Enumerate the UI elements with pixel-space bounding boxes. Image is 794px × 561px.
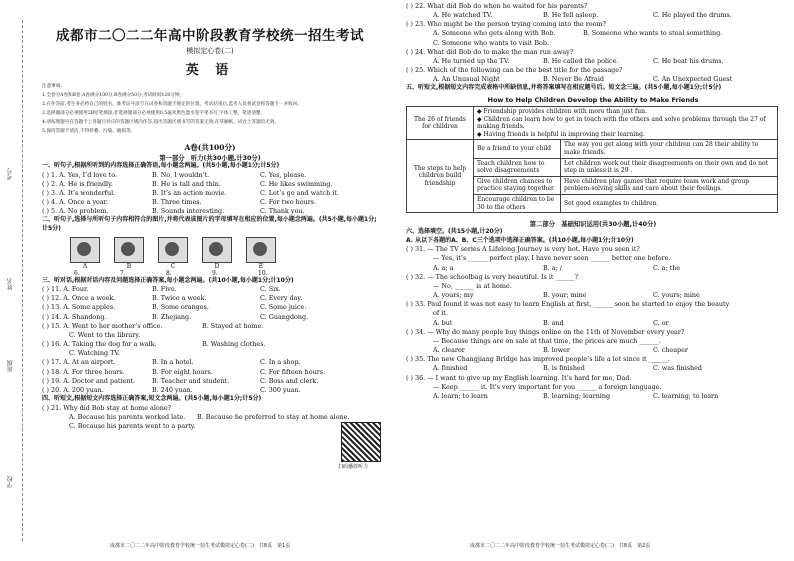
question-row: ( ) 3. A. It’s wonderful. B. It’s an action movie. C. Let’s go and watch it.	[42, 188, 339, 197]
table-title: How to Help Children Develop the Ability to Make Friends	[487, 96, 699, 104]
question-row: ( ) 5. A. No problem. B. Sounds interesting. C. Thank you.	[42, 207, 305, 216]
question-line: — Yes, it’s ______ perfect play. I have never seen ______ better one before.	[433, 254, 671, 263]
question-24: ( ) 24. What did Bob do to make the man run away?	[406, 47, 574, 56]
option-line: A. clearer B. lower C. cheaper	[433, 346, 688, 355]
q6-heading: 六、选择填空。(共15小题,计20分)	[406, 228, 503, 236]
question-23: ( ) 23. Who might be the person trying coming into the room?	[406, 20, 606, 29]
question-line: — Because things are on sale at that time, the prices are much ______.	[433, 336, 661, 345]
q1-list	[42, 171, 378, 217]
option-line: A. He watched TV. B. He fell asleep. C. He played the drums.	[433, 11, 732, 20]
question-row: ( ) 12. A. Once a week. B. Twice a week. C. Every day.	[42, 294, 303, 303]
picture-d	[202, 237, 232, 263]
question-31: ( ) 31. — The TV series A Lifelong Journey is very hot. Have you seen it?	[406, 245, 640, 254]
question-34: ( ) 34. — Why do many people buy things online on the 11th of November every year?	[406, 327, 685, 336]
left-page	[0, 0, 386, 561]
question-row: ( ) 20. A. 200 yuan. B. 240 yuan. C. 300 yuan.	[42, 385, 301, 394]
table-cell: Encourage children to be 30 to the others	[474, 194, 561, 212]
question-row: ( ) 19. A. Doctor and patient. B. Teacher and student. C. Boss and clerk.	[42, 376, 319, 385]
picture-e	[246, 237, 276, 263]
question-33: ( ) 33. Paul found it was not easy to learn English at first, ______ soon he started to enjoy the beauty	[406, 300, 730, 309]
option-line: A. a; a B. a; / C. a; the	[433, 263, 681, 272]
section-a-title: A卷(共100分)	[184, 143, 236, 152]
question-row: ( ) 4. A. Once a year. B. Three times. C. For two hours.	[42, 198, 317, 207]
option-line: A. finished B. is finished C. was finished	[433, 364, 703, 373]
picture-answer-numbers: 6. 7. 8. 9. 10.	[74, 269, 268, 277]
note-line: 注意事项:	[42, 84, 62, 89]
table-cell: The 26 of friends for children	[407, 107, 474, 140]
q3-heading: 三、听对话,根据对话内容及问题选择正确答案,每小题念两遍。(共10小题,每小题1分;计10分)	[42, 276, 294, 284]
question-36: ( ) 36. — I want to give up my English learning. It’s hard for me, Dad.	[406, 373, 632, 382]
table-cell: Set good examples to children.	[561, 194, 778, 212]
note-line: 5.保持答题卡清洁,不得折叠、污染、破损等。	[42, 129, 136, 134]
option-line: C. Because his parents went to a party.	[69, 421, 196, 430]
part-one-title: 第一部分 听力(共30小题,计30分)	[159, 155, 261, 162]
question-row: ( ) 13. A. Some apples. B. Some oranges. C. Some juice.	[42, 303, 307, 312]
table-cell: Have children play games that require team work and group problem-solving skills and care about their feelings.	[561, 176, 778, 194]
binding-label-name: 姓名	[7, 278, 14, 290]
qr-caption: 扫码播放听力	[338, 464, 369, 470]
question-line: — No, ______ is at home.	[433, 281, 512, 290]
question-row: ( ) 16. A. Taking the dog for a walk. B. Washing clothes.	[42, 340, 266, 349]
picture-b	[114, 237, 144, 263]
table-row	[407, 140, 778, 158]
question-row: ( ) 14. A. Shandong. B. Zhejiang. C. Guangdong.	[42, 312, 309, 321]
table-row	[407, 107, 778, 140]
picture-labels: A B C D E	[82, 262, 264, 270]
option-line: A. yours; my B. your; mine C. yours; mine	[433, 291, 700, 300]
exam-subject: 英 语	[185, 63, 235, 78]
info-table	[406, 106, 778, 213]
table-cell: Give children chances to practice staying together	[474, 176, 561, 194]
footer-left: 成都市二〇二二年高中阶段教育学校统一招生考试模拟定心卷(二) 共8页 第1页	[110, 543, 291, 549]
option-line: A. Someone who gets along with Bob. B. Someone who wants to steal something.	[433, 29, 723, 38]
question-line: of it.	[433, 309, 448, 318]
option-line: C. Watching TV.	[69, 349, 120, 358]
option-line: A. He turned up the TV. B. He called the police. C. He beat his drums.	[433, 56, 724, 65]
note-line: 4.请按照题号在答题卡上各题目对应的答题区域内作答,超出答题区域书写的答案无效;在草稿纸、试卷上答题均无效。	[42, 120, 280, 125]
table-cell: Let children work out their disagreements on their own and do not step in unless it is 29 .	[561, 158, 778, 176]
exam-title: 成都市二〇二二年高中阶段教育学校统一招生考试	[56, 28, 364, 44]
picture-a	[70, 237, 100, 263]
option-line: A. but B. and C. or	[433, 318, 669, 327]
binding-label-school: 学校	[7, 476, 14, 488]
note-line: 2.在作答前,考生务必将自己的姓名、准考证号涂写在试卷和答题卡规定的位置。考试结束后,监考人员将试卷和答题卡一并收回。	[42, 102, 302, 107]
q2-heading: 二、听句子,选择与所听句子内容相符合的图片,并将代表该图片的字母填写在相应的位置,每小题念两遍。(共5小题,每小题1分;计5分)	[42, 216, 377, 232]
binding-label-exam-number: 考号	[7, 168, 14, 180]
exam-subtitle: 模拟定心卷(二)	[186, 47, 234, 55]
picture-c	[158, 237, 188, 263]
binding-label-class: 班级	[7, 360, 14, 372]
q3-list	[42, 285, 378, 395]
option-line: A. learn; to learn B. learning; learning C. learning; to learn	[433, 391, 719, 400]
question-35: ( ) 35. The new Changjiang Bridge has improved people’s life a lot since it ______.	[406, 355, 670, 364]
note-line: 1.全卷分A卷和B卷,A卷满分100分,B卷满分50分;考试时间120分钟。	[42, 93, 185, 98]
question-row: ( ) 17. A. At an airport. B. In a hotel. C. In a shop.	[42, 358, 301, 367]
table-cell: Teach children how to solve disagreements	[474, 158, 561, 176]
option-line: A. Because his parents worked late. B. Because he preferred to stay at home alone.	[69, 412, 350, 421]
q5-heading: 五、听短文,根据短文内容完成表格中所缺信息,并将答案填写在相应题号后。短文念三遍。(共5小题,每小题1分;计5分)	[406, 84, 722, 92]
part-two-title: 第二部分 基础知识运用(共30小题,计40分)	[529, 221, 657, 229]
q4-heading: 四、听短文,根据短文内容选择正确答案,短文念两遍。(共5小题,每小题1分;计5分)	[42, 395, 262, 403]
q1-heading: 一、听句子,根据所听到的内容选择正确答语,每小题念两遍。(共5小题,每小题1分;计5分)	[42, 162, 280, 169]
footer-right: 成都市二〇二二年高中阶段教育学校统一招生考试模拟定心卷(二) 共8页 第2页	[470, 543, 651, 549]
question-row: ( ) 11. A. Four. B. Five. C. Six.	[42, 285, 281, 294]
question-22: ( ) 22. What did Bob do when he waited for his parents?	[406, 2, 588, 10]
exam-notes	[42, 82, 378, 136]
question-row: ( ) 18. A. For three hours. B. For eight hours. C. For fifteen hours.	[42, 367, 326, 376]
q6-subheading: A. 从以下各题的A、B、C三个选项中选择正确答案。(共10小题,每小题1分;计10分)	[406, 236, 634, 244]
question-row: ( ) 15. A. Went to her mother’s office. B. Stayed at home.	[42, 321, 264, 330]
right-page	[400, 0, 786, 561]
table-cell: The steps to help children build friendship	[407, 140, 474, 213]
question-row: ( ) 2. A. He is friendly. B. He is tall and thin. C. He likes swimming.	[42, 179, 333, 188]
question-21: ( ) 21. Why did Bob stay at home alone?	[42, 403, 172, 412]
note-line: 3.选择题部分必须使用2B铅笔填涂;非选择题部分必须使用0.5毫米黑色墨水签字笔书写,字体工整、笔迹清楚。	[42, 111, 266, 116]
option-line: A. An Unusual Night B. Never Be Afraid C. An Unexpected Guest	[433, 75, 733, 84]
option-line: C. Someone who wants to visit Bob.	[433, 38, 549, 47]
question-25: ( ) 25. Which of the following can be the best title for the passage?	[406, 66, 623, 75]
qr-code	[341, 422, 381, 462]
table-cell: ◆ Friendship provides children with more than just fun. ◆ Children can learn how to get in touch with the others and solve problems through the 27 of making friends. ◆ Having friends is helpful in improving their learning.	[474, 107, 778, 140]
table-cell: The way you get along with your children can 28 their ability to make friends.	[561, 140, 778, 158]
question-row: ( ) 1. A. Yes, I’d love to. B. No, I wouldn’t. C. Yes, please.	[42, 170, 307, 179]
question-line: — Keep ______ it. It’s very important for you ______ a foreign language.	[433, 382, 662, 391]
table-cell: Be a friend to your child	[474, 140, 561, 158]
question-32: ( ) 32. — The schoolbag is very beautiful. Is it ______?	[406, 272, 579, 281]
picture-row	[70, 237, 378, 263]
option-line: C. Went to the library.	[69, 330, 141, 339]
